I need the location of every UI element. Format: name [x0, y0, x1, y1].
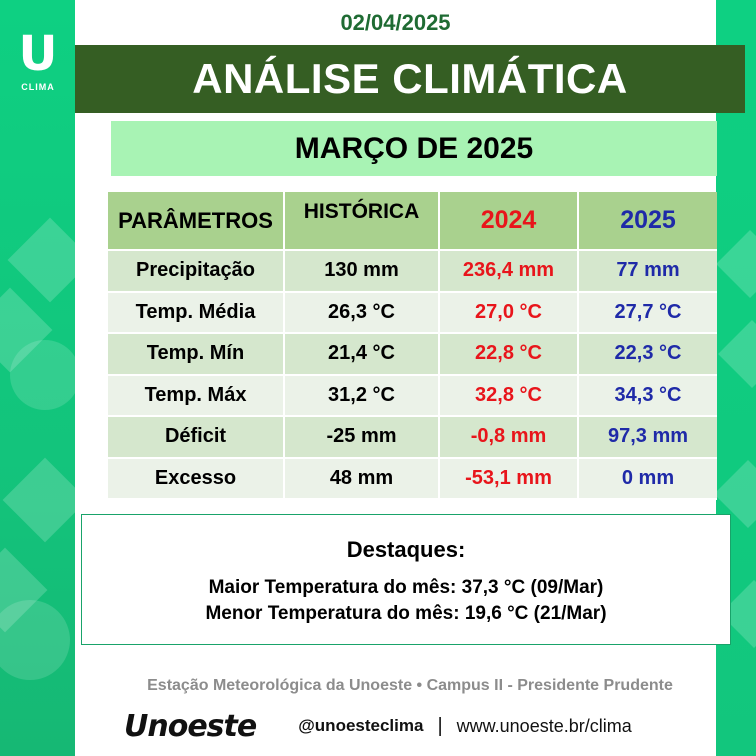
- table-row: [108, 458, 717, 500]
- param-name: Excesso: [108, 458, 284, 500]
- value-historica: 26,3 °C: [284, 292, 439, 334]
- header-historica: HISTÓRICA: [284, 192, 439, 250]
- title-band: [75, 45, 745, 113]
- station-caption: Estação Meteorológica da Unoeste • Campus II - Presidente Prudente: [147, 677, 673, 694]
- report-date: 02/04/2025: [340, 10, 451, 35]
- highlights-title: Destaques:: [346, 537, 466, 562]
- value-historica: -25 mm: [284, 416, 439, 458]
- param-name: Temp. Mín: [108, 333, 284, 375]
- param-name: Déficit: [108, 416, 284, 458]
- decor-diamond: [718, 320, 756, 388]
- table-row: [108, 292, 717, 334]
- month-title: MARÇO DE 2025: [294, 131, 534, 165]
- logo-letter: U: [18, 26, 58, 82]
- month-band: [111, 121, 717, 176]
- param-name: Temp. Máx: [108, 375, 284, 417]
- unoeste-logo: Unoeste: [124, 708, 257, 744]
- table-header-row: [108, 192, 717, 250]
- value-2025: 27,7 °C: [578, 292, 717, 334]
- value-historica: 31,2 °C: [284, 375, 439, 417]
- footer-separator: |: [437, 714, 443, 737]
- param-name: Precipitação: [108, 250, 284, 292]
- value-2024: -53,1 mm: [439, 458, 578, 500]
- value-2025: 77 mm: [578, 250, 717, 292]
- value-2024: 32,8 °C: [439, 375, 578, 417]
- highlight-min-temp: Menor Temperatura do mês: 19,6 °C (21/Mar): [205, 603, 607, 624]
- param-name: Temp. Média: [108, 292, 284, 334]
- left-decorative-stripe: [0, 0, 75, 756]
- value-2025: 34,3 °C: [578, 375, 717, 417]
- value-2025: 97,3 mm: [578, 416, 717, 458]
- value-2024: -0,8 mm: [439, 416, 578, 458]
- header-2024: 2024: [439, 192, 578, 250]
- value-historica: 48 mm: [284, 458, 439, 500]
- value-2024: 27,0 °C: [439, 292, 578, 334]
- website-link[interactable]: www.unoeste.br/clima: [456, 715, 632, 736]
- logo-word: CLIMA: [21, 82, 55, 92]
- header-2025: 2025: [578, 192, 717, 250]
- value-2024: 22,8 °C: [439, 333, 578, 375]
- decor-diamond: [716, 230, 756, 298]
- decor-circle: [10, 340, 75, 410]
- header-parametros: PARÂMETROS: [108, 192, 284, 250]
- table-row: [108, 250, 717, 292]
- decor-diamond: [3, 458, 75, 543]
- decor-circle: [0, 600, 70, 680]
- value-historica: 21,4 °C: [284, 333, 439, 375]
- value-2024: 236,4 mm: [439, 250, 578, 292]
- footer-brand-bar: [124, 706, 632, 746]
- table-row: [108, 416, 717, 458]
- decor-diamond: [8, 218, 75, 303]
- table-row: [108, 375, 717, 417]
- page-title: ANÁLISE CLIMÁTICA: [192, 55, 628, 102]
- highlights-box: [81, 514, 731, 645]
- social-handle[interactable]: @unoesteclima: [298, 716, 424, 735]
- value-historica: 130 mm: [284, 250, 439, 292]
- parameters-table: [108, 192, 717, 500]
- highlight-max-temp: Maior Temperatura do mês: 37,3 °C (09/Mar): [208, 577, 604, 598]
- value-2025: 22,3 °C: [578, 333, 717, 375]
- unoeste-clima-logo: [14, 28, 62, 100]
- table-row: [108, 333, 717, 375]
- value-2025: 0 mm: [578, 458, 717, 500]
